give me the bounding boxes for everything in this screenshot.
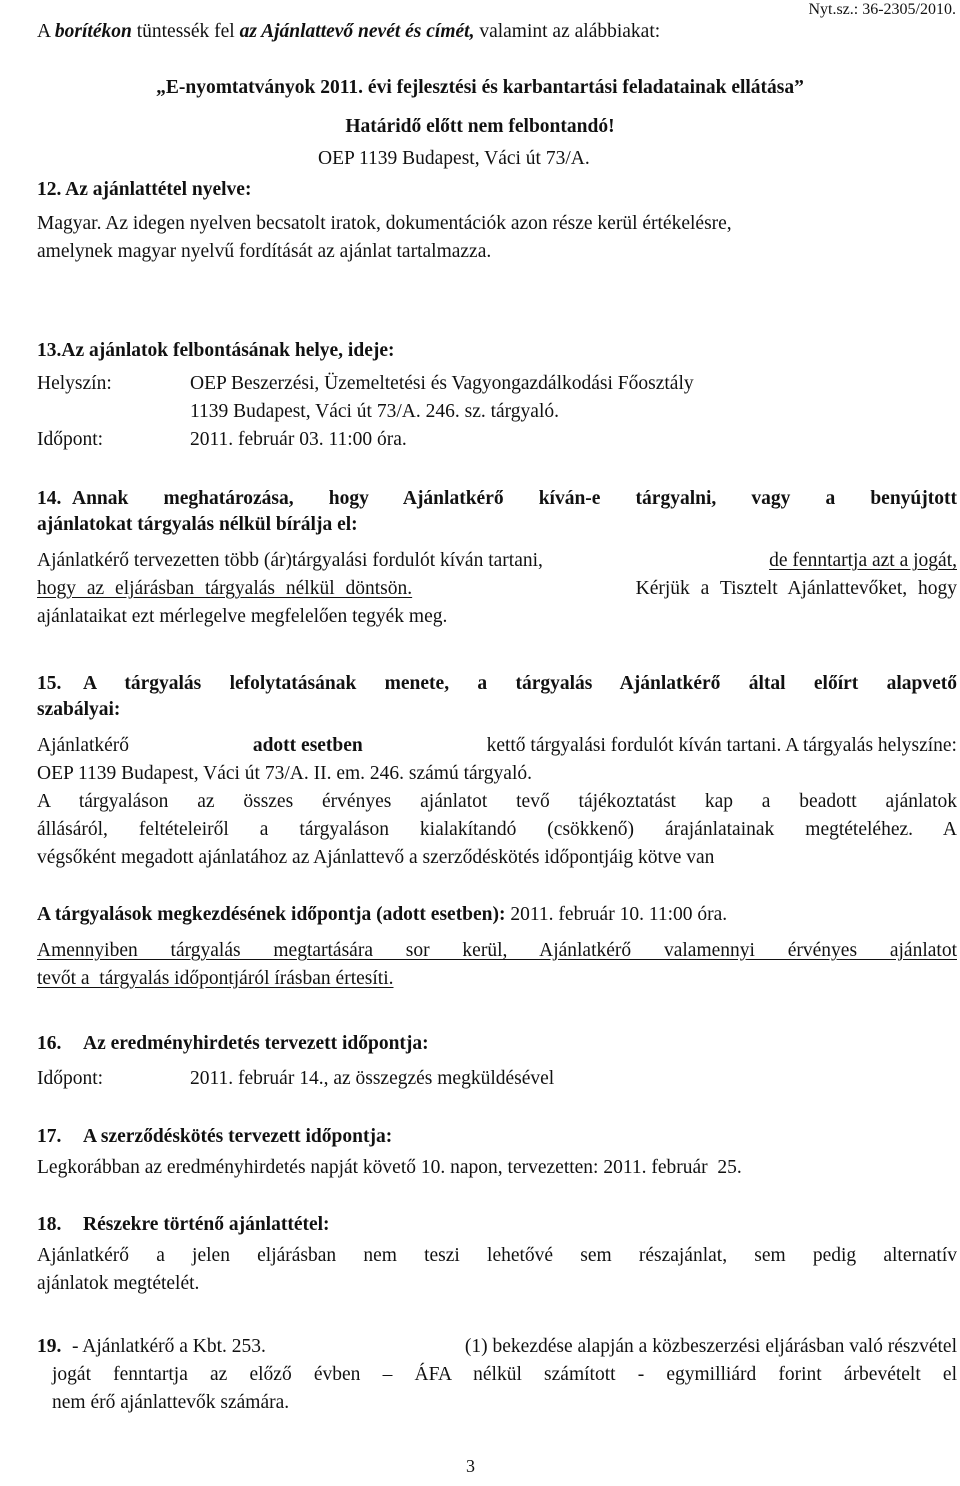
section-18-number: 18. xyxy=(37,1214,62,1235)
section-15-start-time xyxy=(37,904,727,926)
section-19-line-1b: (1) bekezdése alapján a közbeszerzési eljárásban való részvétel xyxy=(464,1336,957,1357)
section-14-para-line-2b: Kérjük a Tisztelt Ajánlattevőket, hogy xyxy=(635,578,957,599)
envelope-instruction-c: tüntessék fel xyxy=(136,21,235,42)
section-12-line-2: amelynek magyar nyelvű fordítását az ajánlat tartalmazza. xyxy=(37,241,492,262)
section-19-line-3: nem érő ajánlattevők számára. xyxy=(52,1392,290,1413)
section-17-heading: A szerződéskötés tervezett időpontja: xyxy=(83,1126,393,1147)
section-14-para-line-1 xyxy=(37,550,957,572)
section-15-line-1a: Ajánlatkérő xyxy=(37,735,130,756)
section-12-heading: 12. Az ajánlattétel nyelve: xyxy=(37,179,252,200)
section-13-time-label: Időpont: xyxy=(37,429,104,450)
section-18-line-2: ajánlatok megtételét. xyxy=(37,1273,200,1294)
section-14-para-line-2a: hogy az eljárásban tárgyalás nélkül döntsön. xyxy=(37,578,413,599)
section-17-text: Legkorábban az eredményhirdetés napját követő 10. napon, tervezetten: 2011. február 25. xyxy=(37,1157,742,1178)
section-19-line-1a: - Ajánlatkérő a Kbt. 253. xyxy=(72,1336,266,1357)
envelope-instruction xyxy=(37,21,660,43)
section-14-para-line-2 xyxy=(37,578,957,600)
section-15-heading-line-2: szabályai: xyxy=(37,699,121,720)
section-14-heading-line-2: ajánlatokat tárgyalás nélkül bírálja el: xyxy=(37,514,358,535)
section-14-para-line-3: ajánlataikat ezt mérlegelve megfelelően tegyék meg. xyxy=(37,606,448,627)
envelope-line-2: Határidő előtt nem felbontandó! xyxy=(345,116,615,137)
section-15-start-value: 2011. február 10. 11:00 óra. xyxy=(510,904,728,925)
section-14-para-line-1a: Ajánlatkérő tervezetten több (ár)tárgyalási fordulót kíván tartani, xyxy=(37,550,543,571)
section-15-notice-line-2: tevőt a tárgyalás időpontjáról írásban értesíti. xyxy=(37,968,394,989)
section-14-number: 14. xyxy=(37,488,62,509)
section-15-line-4: állásáról, feltételeiről a tárgyaláson kialakítandó (csökkenő) árajánlatainak megtételéhez. A xyxy=(37,819,957,840)
section-16-value: 2011. február 14., az összegzés megküldésével xyxy=(190,1068,555,1089)
section-17-number: 17. xyxy=(37,1126,62,1147)
section-13-heading: 13.Az ajánlatok felbontásának helye, ideje: xyxy=(37,340,395,361)
section-13-place-line-1: OEP Beszerzési, Üzemeltetési és Vagyongazdálkodási Főosztály xyxy=(190,373,694,394)
section-14-heading-line-1: Annak meghatározása, hogy Ajánlatkérő kíván-e tárgyalni, vagy a benyújtott xyxy=(72,488,957,509)
section-18-heading: Részekre történő ajánlattétel: xyxy=(83,1214,330,1235)
section-15-number: 15. xyxy=(37,673,62,694)
section-16-heading: Az eredményhirdetés tervezett időpontja: xyxy=(83,1033,429,1054)
page-number: 3 xyxy=(466,1456,475,1476)
section-19-line-2: jogát fenntartja az előző évben – ÁFA nélkül számított - egymilliárd forint árbevételt el xyxy=(52,1364,957,1385)
envelope-instruction-b: borítékon xyxy=(54,21,132,42)
section-15-line-3: A tárgyaláson az összes érvényes ajánlatot tevő tájékoztatást kap a beadott ajánlatok xyxy=(37,791,957,812)
section-15-start-label: A tárgyalások megkezdésének időpontja (adott esetben): xyxy=(37,904,506,925)
section-15-line-5: végsőként megadott ajánlatához az Ajánlattevő a szerződéskötés időpontjáig kötve van xyxy=(37,847,715,868)
section-15-line-1b: adott esetben xyxy=(252,735,363,756)
section-13-place-line-2: 1139 Budapest, Váci út 73/A. 246. sz. tárgyaló. xyxy=(190,401,560,422)
section-12-line-1 xyxy=(37,213,957,235)
section-15-line-1c: kettő tárgyalási fordulót kíván tartani. A tárgyalás helyszíne: xyxy=(486,735,957,756)
section-16-number: 16. xyxy=(37,1033,62,1054)
section-15-notice-line-1: Amennyiben tárgyalás megtartására sor kerül, Ajánlatkérő valamennyi érvényes ajánlatot xyxy=(37,940,957,961)
envelope-line-3: OEP 1139 Budapest, Váci út 73/A. xyxy=(318,148,590,169)
envelope-instruction-a: A xyxy=(37,21,51,42)
section-15-line-1 xyxy=(37,735,957,757)
section-19-number: 19. xyxy=(37,1336,62,1357)
section-19-line-1 xyxy=(72,1336,957,1358)
section-18-line-1: Ajánlatkérő a jelen eljárásban nem teszi lehetővé sem részajánlat, sem pedig alternatív xyxy=(37,1245,957,1266)
envelope-instruction-d: az Ajánlattevő nevét és címét, xyxy=(239,21,475,42)
envelope-instruction-e: valamint az alábbiakat: xyxy=(479,21,661,42)
section-13-place-label: Helyszín: xyxy=(37,373,112,394)
section-12-line-1-text: Magyar. Az idegen nyelven becsatolt iratok, dokumentációk azon része kerül értékelésre, xyxy=(37,213,732,234)
section-13-time-value: 2011. február 03. 11:00 óra. xyxy=(190,429,407,450)
section-15-line-2: OEP 1139 Budapest, Váci út 73/A. II. em. 246. számú tárgyaló. xyxy=(37,763,533,784)
envelope-line-1: „E-nyomtatványok 2011. évi fejlesztési és karbantartási feladatainak ellátása” xyxy=(156,77,804,98)
section-16-label: Időpont: xyxy=(37,1068,104,1089)
reference-number: Nyt.sz.: 36-2305/2010. xyxy=(808,1,956,18)
section-14-para-line-1b: de fenntartja azt a jogát, xyxy=(769,550,957,571)
section-15-heading-line-1: A tárgyalás lefolytatásának menete, a tárgyalás Ajánlatkérő által előírt alapvető xyxy=(83,673,957,694)
